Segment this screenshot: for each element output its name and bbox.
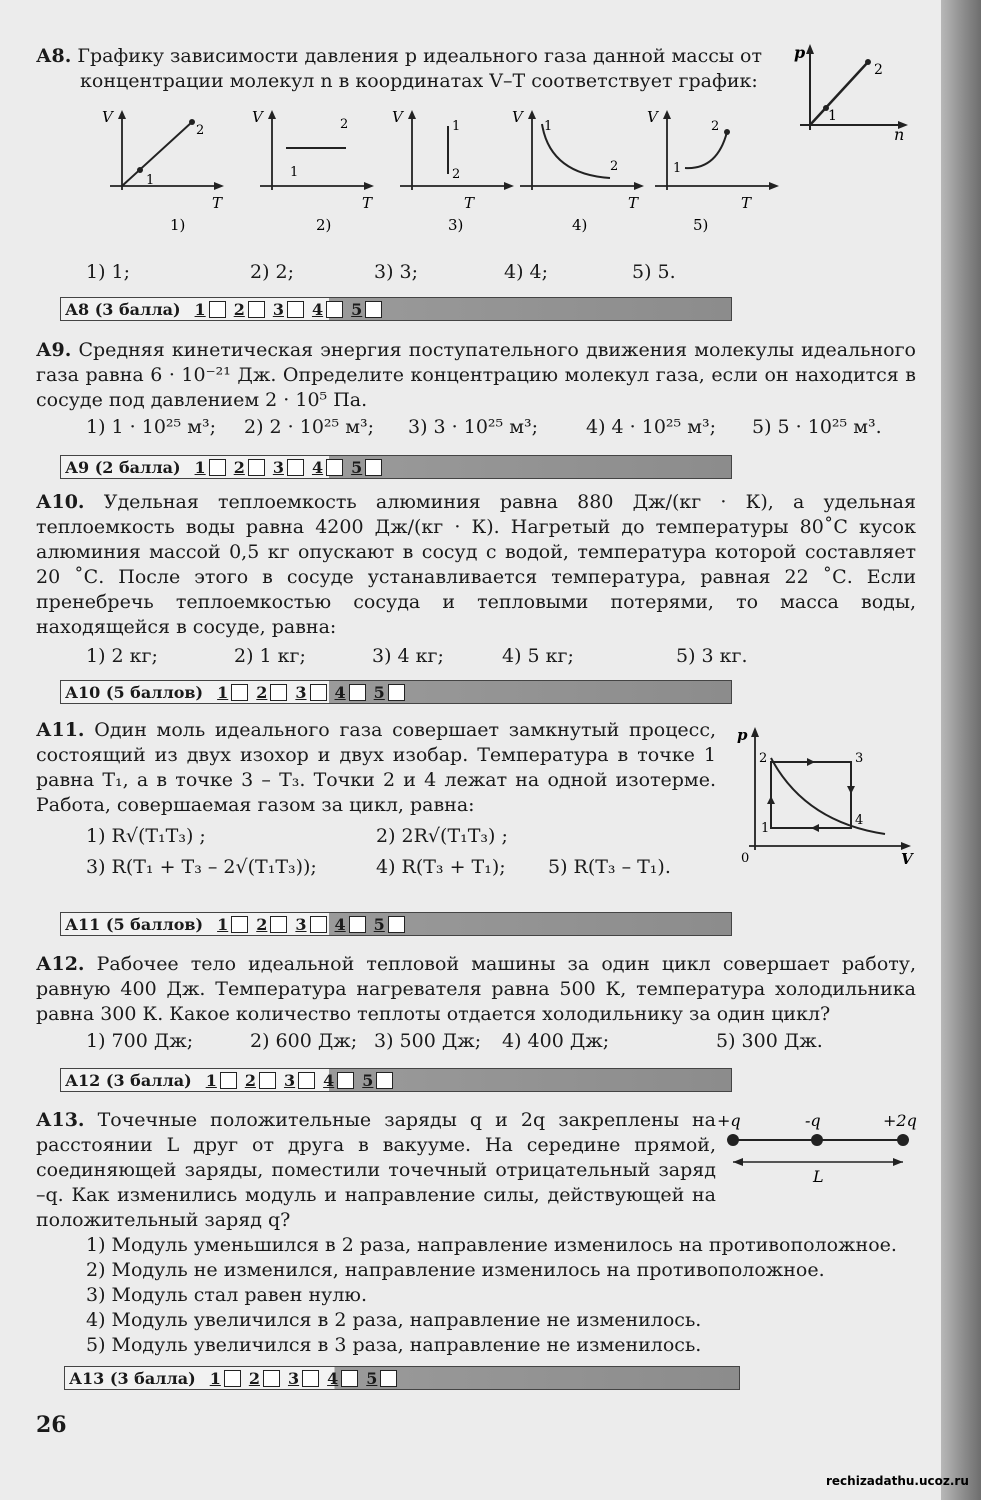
a8-answer-bar <box>60 297 732 321</box>
option-2: 2) 1 кг; <box>234 645 306 667</box>
answer-box-4[interactable] <box>349 684 366 701</box>
answer-box-1[interactable] <box>231 684 248 701</box>
question-number: А8. <box>36 45 72 67</box>
answer-box-3[interactable] <box>287 301 304 318</box>
question-a9 <box>36 338 916 440</box>
option-3: 3) 3 · 10²⁵ м³; <box>408 416 538 438</box>
answer-box-2[interactable] <box>270 684 287 701</box>
point-1-label: 1 <box>673 161 682 176</box>
option-1: 1) 1 · 10²⁵ м³; <box>86 416 216 438</box>
a8-options <box>36 258 916 285</box>
question-number: А9. <box>36 339 72 361</box>
answer-num-4: 4 <box>334 914 346 934</box>
answer-box-1[interactable] <box>209 459 226 476</box>
answer-num-5: 5 <box>362 1070 374 1090</box>
answer-num-4: 4 <box>311 457 324 477</box>
a8-graph-1 <box>100 104 230 244</box>
option-1: 1) R√(T₁T₃) ; <box>86 825 206 847</box>
point-3-label: 3 <box>855 751 864 766</box>
option-5: 5) Модуль увеличился в 3 раза, направление не изменилось. <box>86 1334 702 1356</box>
answer-box-4[interactable] <box>349 916 366 933</box>
answer-num-3: 3 <box>272 457 284 477</box>
point-1-label: 1 <box>761 821 770 836</box>
a8-graph-3 <box>390 104 520 244</box>
option-4: 4) 4 · 10²⁵ м³; <box>586 416 716 438</box>
question-a12 <box>36 952 916 1054</box>
answer-num-2: 2 <box>244 1070 256 1090</box>
option-5: 5) R(T₃ – T₁). <box>548 856 671 878</box>
question-a8 <box>36 44 916 94</box>
answer-box-4[interactable] <box>341 1370 358 1387</box>
a8-graph-2 <box>250 104 380 244</box>
point-2-label: 2 <box>452 167 461 182</box>
a10-answer-bar <box>60 680 732 704</box>
option-5: 5) 300 Дж. <box>716 1030 823 1052</box>
page-number: 26 <box>36 1412 67 1438</box>
option-2: 2) 600 Дж; <box>250 1030 358 1052</box>
graph-label: 2) <box>316 216 332 234</box>
axis-v-label: V <box>102 108 113 126</box>
answer-num-2: 2 <box>233 457 245 477</box>
graph-label: 1) <box>170 216 186 234</box>
a8-pn-graph <box>790 40 910 140</box>
answer-num-4: 4 <box>327 1368 339 1388</box>
answer-bar-label: А13 (3 балла) <box>69 1368 196 1388</box>
question-text: Удельная теплоемкость алюминия равна 880 Дж/(кг · К), а удельная теплоемкость воды равна 4200 Дж/(кг · К). Нагретый до температуры 80˚С кусок алюминия массой 0,5 кг опускают в сосуд с водой, температура которой составляет 20 ˚С. После этого в сосуде устанавливается температура, равная 22 ˚С. Если пренебречь теплоемкостью сосуда и тепловыми потерями, то масса воды, находящейся в сосуде, равна: <box>36 491 916 638</box>
option-2: 2) 2 · 10²⁵ м³; <box>244 416 374 438</box>
answer-num-1: 1 <box>217 682 229 702</box>
answer-box-4[interactable] <box>326 301 343 318</box>
answer-num-5: 5 <box>351 457 363 477</box>
answer-num-3: 3 <box>287 1368 300 1388</box>
answer-box-1[interactable] <box>209 301 226 318</box>
question-text-line1: Графику зависимости давления p идеального газа данной массы от <box>77 45 762 67</box>
a8-graph-5 <box>645 104 785 244</box>
axis-v-label: V <box>901 850 913 868</box>
answer-box-5[interactable] <box>365 459 382 476</box>
a8-graph-4 <box>510 104 650 244</box>
question-text: Точечные положительные заряды q и 2q закреплены на расстоянии L друг от друга в вакууме. На середине прямой, соединяющей заряды, поместили точечный отрицательный заряд –q. Как изменились модуль и направление силы, действующей на положительный заряд q? <box>36 1109 717 1231</box>
axis-t-label: T <box>628 194 639 212</box>
answer-box-5[interactable] <box>376 1072 393 1089</box>
point-2-label: 2 <box>874 62 883 78</box>
answer-box-4[interactable] <box>337 1072 354 1089</box>
option-4: 4) R(T₃ + T₁); <box>376 856 506 878</box>
question-number: А10. <box>36 491 85 513</box>
answer-num-4: 4 <box>311 299 324 319</box>
a13-options <box>86 1233 926 1358</box>
point-4-label: 4 <box>855 813 864 828</box>
axis-t-label: T <box>362 194 373 212</box>
answer-box-5[interactable] <box>380 1370 397 1387</box>
distance-label: L <box>813 1167 824 1186</box>
point-1-label: 1 <box>146 173 155 188</box>
point-2-label: 2 <box>759 751 768 766</box>
option-3: 3) 3; <box>374 261 419 283</box>
answer-box-5[interactable] <box>388 916 405 933</box>
option-1: 1) Модуль уменьшился в 2 раза, направление изменилось на противоположное. <box>86 1234 897 1256</box>
answer-num-3: 3 <box>295 682 307 702</box>
question-text: Рабочее тело идеальной тепловой машины за один цикл совершает работу, равную 400 Дж. Температура нагревателя равна 500 К, температура холодильника равна 300 К. Какое количество теплоты отдается холодильнику за один цикл? <box>36 953 916 1025</box>
axis-t-label: T <box>212 194 223 212</box>
page-spine-edge <box>941 0 981 1500</box>
option-3: 3) 4 кг; <box>372 645 444 667</box>
answer-num-2: 2 <box>233 299 245 319</box>
point-1-label: 1 <box>452 119 461 134</box>
answer-bar-label: А11 (5 баллов) <box>65 914 204 934</box>
axis-v-label: V <box>252 108 263 126</box>
question-text-line2: концентрации молекул n в координатах V–T соответствует график: <box>80 70 758 92</box>
point-2-label: 2 <box>340 117 349 132</box>
graph-label: 3) <box>448 216 464 234</box>
option-5: 5) 3 кг. <box>676 645 748 667</box>
answer-num-4: 4 <box>323 1070 335 1090</box>
answer-num-3: 3 <box>295 914 307 934</box>
axis-t-label: T <box>464 194 475 212</box>
question-number: А12. <box>36 953 85 975</box>
site-watermark: rechizadathu.ucoz.ru <box>826 1474 969 1488</box>
a13-charges-diagram <box>705 1108 935 1188</box>
question-text: Средняя кинетическая энергия поступательного движения молекулы идеального газа равна 6 · 10⁻²¹ Дж. Определите концентрацию молекул газа, если он находится в сосуде под давлением 2 · 10⁵ Па. <box>36 339 916 411</box>
axis-t-label: T <box>741 194 752 212</box>
answer-num-3: 3 <box>283 1070 296 1090</box>
answer-num-2: 2 <box>256 914 268 934</box>
a11-answer-bar <box>60 912 732 936</box>
answer-box-3[interactable] <box>310 684 327 701</box>
answer-num-5: 5 <box>351 299 363 319</box>
point-2-label: 2 <box>196 123 205 138</box>
option-5: 5) 5 · 10²⁵ м³. <box>752 416 882 438</box>
option-3: 3) R(T₁ + T₃ – 2√(T₁T₃)); <box>86 856 317 878</box>
answer-bar-label: А9 (2 балла) <box>65 457 181 477</box>
answer-num-1: 1 <box>205 1070 217 1090</box>
answer-box-2[interactable] <box>248 459 265 476</box>
answer-box-2[interactable] <box>248 301 265 318</box>
point-2-label: 2 <box>610 159 619 174</box>
point-2-label: 2 <box>711 119 720 134</box>
a11-pv-diagram <box>735 722 915 872</box>
answer-num-4: 4 <box>334 682 346 702</box>
question-a13 <box>36 1108 716 1233</box>
answer-box-3[interactable] <box>310 916 327 933</box>
answer-num-5: 5 <box>373 914 385 934</box>
point-1-label: 1 <box>544 119 553 134</box>
question-number: А11. <box>36 719 85 741</box>
option-3: 3) 500 Дж; <box>374 1030 482 1052</box>
graph-label: 5) <box>693 216 709 234</box>
option-5: 5) 5. <box>632 261 676 283</box>
charge-q-label: +q <box>717 1111 741 1130</box>
option-4: 4) 400 Дж; <box>502 1030 610 1052</box>
answer-num-2: 2 <box>248 1368 260 1388</box>
question-text: Один моль идеального газа совершает замкнутый процесс, состоящий из двух изохор и двух изобар. Температура в точке 1 равна T₁, а в точке 3 – T₃. Точки 2 и 4 лежат на одной изотерме. Работа, совершаемая газом за цикл, равна: <box>36 719 716 816</box>
answer-box-1[interactable] <box>220 1072 237 1089</box>
answer-box-3[interactable] <box>302 1370 319 1387</box>
charge-2q-label: +2q <box>883 1111 917 1130</box>
answer-num-5: 5 <box>366 1368 378 1388</box>
answer-box-5[interactable] <box>388 684 405 701</box>
a12-answer-bar <box>60 1068 732 1092</box>
axis-v-label: V <box>512 108 523 126</box>
option-1: 1) 700 Дж; <box>86 1030 194 1052</box>
point-1-label: 1 <box>290 165 299 180</box>
a8-graph-row <box>100 104 780 244</box>
answer-bar-label: А10 (5 баллов) <box>65 682 204 702</box>
option-4: 4) Модуль увеличился в 2 раза, направление не изменилось. <box>86 1309 702 1331</box>
question-a11 <box>36 718 716 880</box>
a9-answer-bar <box>60 455 732 479</box>
origin-label: 0 <box>741 851 750 866</box>
option-2: 2) Модуль не изменился, направление изменилось на противоположное. <box>86 1259 825 1281</box>
answer-bar-label: А8 (3 балла) <box>65 299 181 319</box>
axis-v-label: V <box>647 108 658 126</box>
axis-p-label: p <box>794 43 806 62</box>
axis-n-label: n <box>894 125 905 140</box>
answer-box-5[interactable] <box>365 301 382 318</box>
option-2: 2) 2; <box>250 261 295 283</box>
option-1: 1) 1; <box>86 261 131 283</box>
charge-minus-q-label: -q <box>805 1111 821 1130</box>
answer-box-3[interactable] <box>298 1072 315 1089</box>
answer-box-1[interactable] <box>224 1370 241 1387</box>
answer-box-1[interactable] <box>231 916 248 933</box>
answer-box-3[interactable] <box>287 459 304 476</box>
option-4: 4) 5 кг; <box>502 645 574 667</box>
option-1: 1) 2 кг; <box>86 645 158 667</box>
question-a10 <box>36 490 916 669</box>
answer-num-3: 3 <box>272 299 284 319</box>
axis-v-label: V <box>392 108 403 126</box>
graph-label: 4) <box>572 216 588 234</box>
answer-num-2: 2 <box>256 682 268 702</box>
answer-box-2[interactable] <box>259 1072 276 1089</box>
answer-bar-label: А12 (3 балла) <box>65 1070 192 1090</box>
point-1-label: 1 <box>828 108 837 124</box>
answer-box-2[interactable] <box>263 1370 280 1387</box>
a13-answer-bar <box>64 1366 740 1390</box>
answer-num-1: 1 <box>194 299 206 319</box>
axis-p-label: p <box>737 726 748 744</box>
question-number: А13. <box>36 1109 85 1131</box>
answer-num-1: 1 <box>217 914 229 934</box>
answer-box-4[interactable] <box>326 459 343 476</box>
answer-num-1: 1 <box>209 1368 221 1388</box>
answer-box-2[interactable] <box>270 916 287 933</box>
option-4: 4) 4; <box>504 261 549 283</box>
answer-num-5: 5 <box>373 682 385 702</box>
answer-num-1: 1 <box>194 457 206 477</box>
option-3: 3) Модуль стал равен нулю. <box>86 1284 367 1306</box>
option-2: 2) 2R√(T₁T₃) ; <box>376 825 508 847</box>
